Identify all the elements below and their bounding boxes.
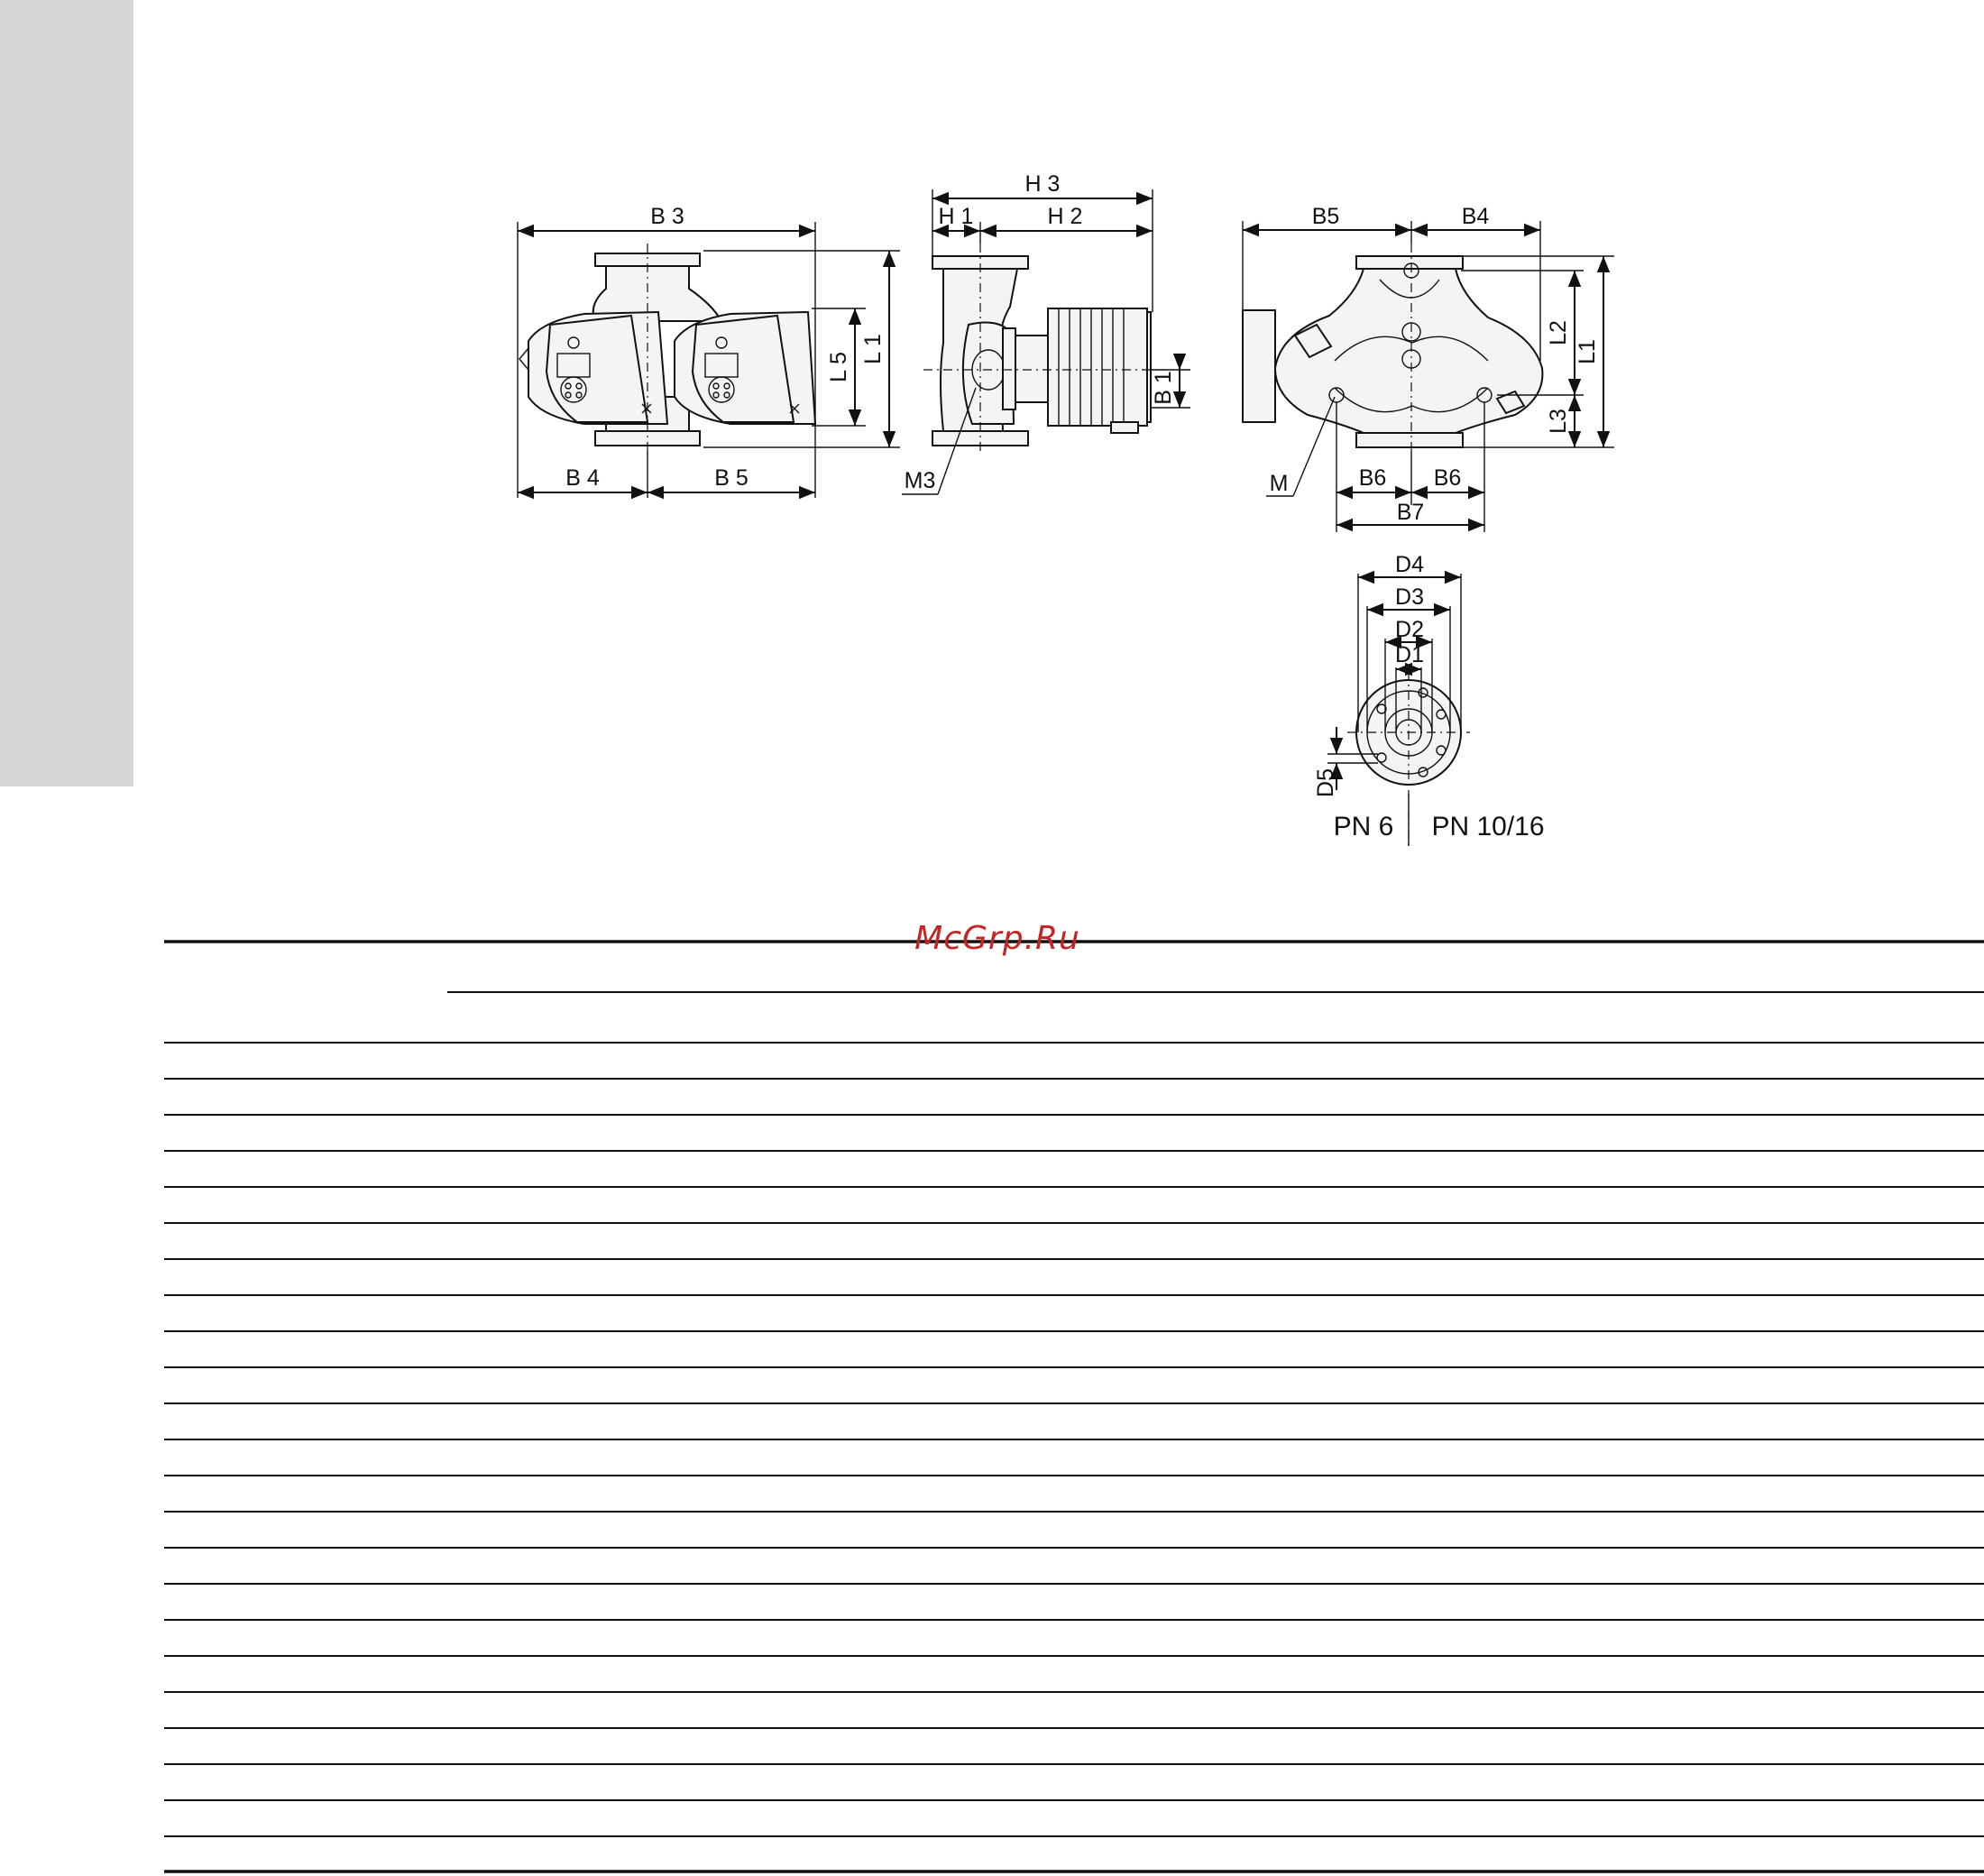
dim-l2: L2: [1546, 320, 1571, 345]
pn-6-label: PN 6: [1333, 812, 1394, 841]
table-rules: [164, 942, 1984, 1871]
dim-l1: L 1: [860, 334, 886, 364]
dim-d3: D3: [1395, 584, 1424, 610]
dim-d4: D4: [1395, 552, 1424, 577]
rear-pump-body: [1243, 244, 1542, 451]
rear-view: [1243, 204, 1614, 532]
dim-b3: B 3: [650, 204, 684, 229]
dim-m3: M3: [904, 468, 936, 493]
dim-b7: B7: [1396, 500, 1425, 525]
flange-view: [1313, 552, 1545, 848]
dim-rear-l1: L1: [1575, 339, 1600, 364]
dim-b4: B 4: [565, 465, 600, 491]
dim-b5: B 5: [714, 465, 749, 491]
dim-d1: D1: [1395, 642, 1424, 667]
front-view: [518, 204, 900, 498]
dim-rear-b4: B4: [1461, 204, 1490, 229]
dim-h2: H 2: [1047, 204, 1083, 229]
dim-b6-right: B6: [1433, 465, 1462, 491]
dim-d5: D5: [1313, 768, 1338, 797]
watermark: McGrp.Ru: [914, 920, 1080, 957]
dim-b1: B 1: [1151, 371, 1176, 405]
side-pump-body: [923, 244, 1163, 451]
dim-l3: L3: [1546, 409, 1571, 434]
motor-cooling-fins: [1048, 308, 1147, 426]
dim-m: M: [1269, 471, 1289, 496]
front-pump-body: [519, 244, 815, 451]
dim-b6-left: B6: [1358, 465, 1387, 491]
pn-10-16-label: PN 10/16: [1431, 812, 1545, 841]
dim-rear-b5: B5: [1311, 204, 1340, 229]
dim-h3: H 3: [1024, 171, 1061, 197]
side-view: [902, 171, 1190, 494]
table-row-rules: [164, 1043, 1984, 1836]
dim-h1: H 1: [938, 204, 974, 229]
dim-l5: L 5: [826, 352, 851, 382]
dim-d2: D2: [1395, 617, 1424, 642]
